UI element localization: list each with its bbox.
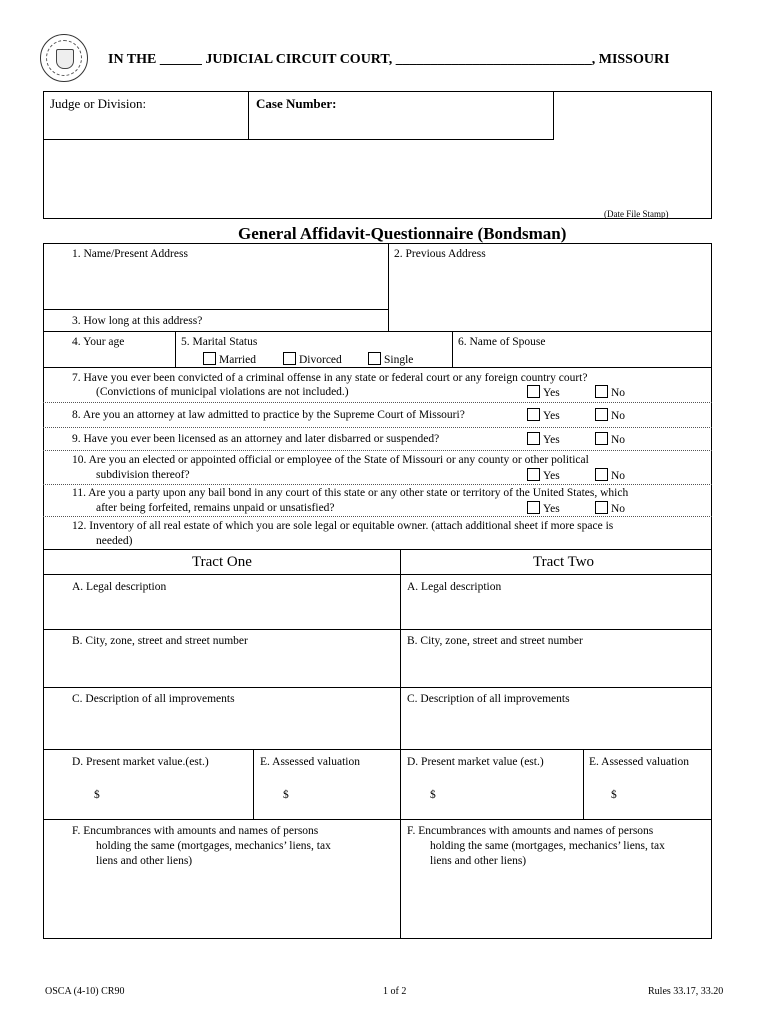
q12-inventory-line2: needed)	[96, 535, 133, 547]
q9-no[interactable]: No	[595, 432, 625, 447]
q10-yes[interactable]: Yes	[527, 468, 560, 483]
footer-page-number: 1 of 2	[383, 986, 407, 997]
tract2-encumbrances-line3: liens and other liens)	[430, 855, 527, 867]
single-option[interactable]: Single	[368, 352, 413, 367]
tract2-assessed-dollar: $	[611, 789, 617, 801]
tract1-legal-description: A. Legal description	[72, 581, 167, 593]
q7-convicted-line1: 7. Have you ever been convicted of a criminal offense in any state or federal court or any foreign country court?	[72, 372, 588, 384]
q9-no-checkbox[interactable]	[595, 432, 608, 445]
married-checkbox[interactable]	[203, 352, 216, 365]
tract2-city-street: B. City, zone, street and street number	[407, 635, 583, 647]
tract1-encumbrances-line3: liens and other liens)	[96, 855, 193, 867]
q1-name-address: 1. Name/Present Address	[72, 248, 188, 260]
q8-yes[interactable]: Yes	[527, 408, 560, 423]
tract1-city-street: B. City, zone, street and street number	[72, 635, 248, 647]
footer-form-id: OSCA (4-10) CR90	[45, 986, 125, 997]
q11-no-checkbox[interactable]	[595, 501, 608, 514]
form-title: General Affidavit-Questionnaire (Bondsman)	[238, 224, 567, 243]
tract2-legal-description: A. Legal description	[407, 581, 502, 593]
q7-no[interactable]: No	[595, 385, 625, 400]
q10-no-checkbox[interactable]	[595, 468, 608, 481]
case-number-label: Case Number:	[256, 96, 337, 111]
q11-yes[interactable]: Yes	[527, 501, 560, 516]
q9-yes-checkbox[interactable]	[527, 432, 540, 445]
tract2-market-value: D. Present market value (est.)	[407, 756, 544, 768]
q11-bail-bond-line2: after being forfeited, remains unpaid or unsatisfied?	[96, 502, 335, 514]
court-title: IN THE ______ JUDICIAL CIRCUIT COURT, ____________________________, MISSOURI	[108, 52, 670, 67]
missouri-seal-icon	[40, 34, 88, 82]
tract1-market-dollar: $	[94, 789, 100, 801]
judge-division-label: Judge or Division:	[50, 96, 147, 111]
q8-no[interactable]: No	[595, 408, 625, 423]
q8-yes-checkbox[interactable]	[527, 408, 540, 421]
tract-two-heading: Tract Two	[533, 554, 595, 570]
q8-no-checkbox[interactable]	[595, 408, 608, 421]
q10-yes-checkbox[interactable]	[527, 468, 540, 481]
q10-official-line1: 10. Are you an elected or appointed official or employee of the State of Missouri or any county or other political	[72, 454, 589, 466]
q11-bail-bond-line1: 11. Are you a party upon any bail bond in any court of this state or any other state or territory of the United States, which	[72, 487, 629, 499]
tract2-market-dollar: $	[430, 789, 436, 801]
q6-name-of-spouse: 6. Name of Spouse	[458, 336, 546, 348]
q11-yes-checkbox[interactable]	[527, 501, 540, 514]
q9-disbarred: 9. Have you ever been licensed as an attorney and later disbarred or suspended?	[72, 433, 440, 445]
q9-yes[interactable]: Yes	[527, 432, 560, 447]
tract1-encumbrances-line1: F. Encumbrances with amounts and names of persons	[72, 825, 319, 837]
divorced-option[interactable]: Divorced	[283, 352, 342, 367]
q3-how-long: 3. How long at this address?	[72, 315, 203, 327]
q10-no[interactable]: No	[595, 468, 625, 483]
q2-previous-address: 2. Previous Address	[394, 248, 486, 260]
q7-yes-checkbox[interactable]	[527, 385, 540, 398]
q10-official-line2: subdivision thereof?	[96, 469, 190, 481]
tract-one-heading: Tract One	[192, 554, 252, 570]
q7-no-checkbox[interactable]	[595, 385, 608, 398]
q7-convicted-line2: (Convictions of municipal violations are not included.)	[96, 386, 349, 398]
single-checkbox[interactable]	[368, 352, 381, 365]
tract2-encumbrances-line2: holding the same (mortgages, mechanics’ liens, tax	[430, 840, 665, 852]
q5-marital-status: 5. Marital Status	[181, 336, 258, 348]
q11-no[interactable]: No	[595, 501, 625, 516]
q7-yes[interactable]: Yes	[527, 385, 560, 400]
divorced-checkbox[interactable]	[283, 352, 296, 365]
married-option[interactable]: Married	[203, 352, 256, 367]
tract1-encumbrances-line2: holding the same (mortgages, mechanics’ liens, tax	[96, 840, 331, 852]
tract1-improvements: C. Description of all improvements	[72, 693, 235, 705]
tract1-assessed-valuation: E. Assessed valuation	[260, 756, 360, 768]
tract2-improvements: C. Description of all improvements	[407, 693, 570, 705]
q8-attorney: 8. Are you an attorney at law admitted to practice by the Supreme Court of Missouri?	[72, 409, 465, 421]
tract2-assessed-valuation: E. Assessed valuation	[589, 756, 689, 768]
q12-inventory-line1: 12. Inventory of all real estate of which you are sole legal or equitable owner. (attach additional sheet if more space is	[72, 520, 614, 532]
tract1-assessed-dollar: $	[283, 789, 289, 801]
tract-divider	[400, 549, 401, 939]
tract2-encumbrances-line1: F. Encumbrances with amounts and names of persons	[407, 825, 654, 837]
tract1-market-value: D. Present market value.(est.)	[72, 756, 209, 768]
date-file-stamp-label: (Date File Stamp)	[604, 209, 669, 219]
footer-rules: Rules 33.17, 33.20	[648, 986, 724, 997]
q4-your-age: 4. Your age	[72, 336, 125, 348]
